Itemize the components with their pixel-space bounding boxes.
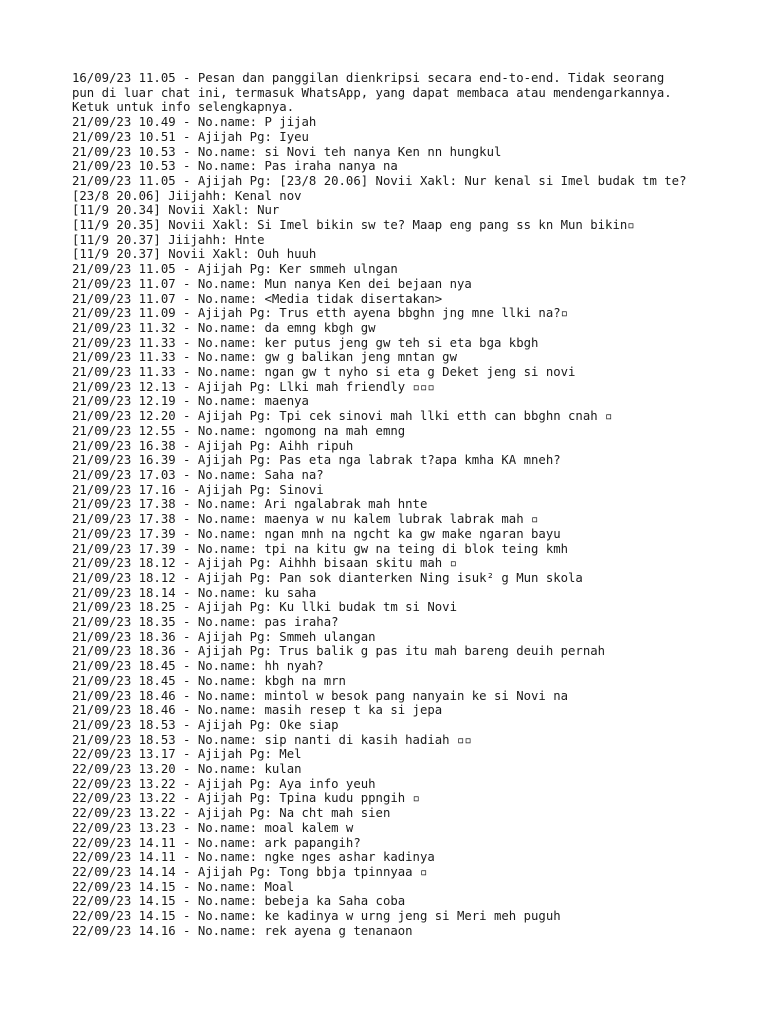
chat-line: 21/09/23 10.51 - Ajijah Pg: Iyeu <box>72 129 309 144</box>
chat-line: 21/09/23 18.45 - No.name: hh nyah? <box>72 659 324 674</box>
chat-line: 21/09/23 18.25 - Ajijah Pg: Ku llki budak tm si Novi <box>72 600 457 615</box>
chat-line: 21/09/23 18.36 - Ajijah Pg: Trus balik g pas itu mah bareng deuih pernah <box>72 644 606 659</box>
chat-line: 22/09/23 13.20 - No.name: kulan <box>72 762 302 777</box>
chat-line: 21/09/23 18.14 - No.name: ku saha <box>72 585 317 600</box>
chat-line: 21/09/23 11.32 - No.name: da emng kbgh gw <box>72 320 376 335</box>
chat-line: 21/09/23 10.53 - No.name: Pas iraha nanya na <box>72 159 398 174</box>
chat-line: 21/09/23 17.38 - No.name: maenya w nu kalem lubrak labrak mah ▫ <box>72 512 539 527</box>
chat-line: 21/09/23 12.55 - No.name: ngomong na mah emng <box>72 423 406 438</box>
chat-line: 21/09/23 11.33 - No.name: ker putus jeng gw teh si eta bga kbgh <box>72 335 539 350</box>
chat-line: 22/09/23 13.22 - Ajijah Pg: Tpina kudu ppngih ▫ <box>72 791 420 806</box>
chat-line: 21/09/23 18.12 - Ajijah Pg: Pan sok dianterken Ning isuk² g Mun skola <box>72 570 583 585</box>
chat-line: 21/09/23 18.53 - Ajijah Pg: Oke siap <box>72 717 339 732</box>
chat-line: 21/09/23 11.33 - No.name: ngan gw t nyho si eta g Deket jeng si novi <box>72 365 576 380</box>
chat-line: 21/09/23 12.19 - No.name: maenya <box>72 394 309 409</box>
chat-line: 22/09/23 13.17 - Ajijah Pg: Mel <box>72 747 302 762</box>
chat-line: 16/09/23 11.05 - Pesan dan panggilan dienkripsi secara end-to-end. Tidak seorang <box>72 71 665 85</box>
chat-line: 21/09/23 18.53 - No.name: sip nanti di kasih hadiah ▫▫ <box>72 732 472 747</box>
chat-line: 21/09/23 11.33 - No.name: gw g balikan jeng mntan gw <box>72 350 457 365</box>
chat-line: 21/09/23 11.07 - No.name: Mun nanya Ken dei bejaan nya <box>72 276 472 291</box>
chat-line: 21/09/23 18.46 - No.name: mintol w besok pang nanyain ke si Novi na <box>72 688 569 703</box>
chat-line: 22/09/23 14.14 - Ajijah Pg: Tong bbja tpinnyaa ▫ <box>72 864 428 879</box>
chat-line: 21/09/23 18.36 - Ajijah Pg: Smmeh ulangan <box>72 629 376 644</box>
chat-line: 21/09/23 11.05 - Ajijah Pg: [23/8 20.06] Novii Xakl: Nur kenal si Imel budak tm te? <box>72 173 687 188</box>
chat-line: 21/09/23 18.12 - Ajijah Pg: Aihhh bisaan skitu mah ▫ <box>72 556 457 571</box>
chat-line: [11/9 20.35] Novii Xakl: Si Imel bikin sw te? Maap eng pang ss kn Mun bikin▫ <box>72 218 635 233</box>
chat-export-document <box>72 71 732 938</box>
chat-line: 22/09/23 14.11 - No.name: ngke nges ashar kadinya <box>72 850 435 865</box>
chat-line: pun di luar chat ini, termasuk WhatsApp, yang dapat membaca atau mendengarkannya. <box>72 85 672 100</box>
chat-line: 21/09/23 18.45 - No.name: kbgh na mrn <box>72 673 346 688</box>
chat-line: 21/09/23 16.38 - Ajijah Pg: Aihh ripuh <box>72 438 354 453</box>
chat-line: 21/09/23 18.46 - No.name: masih resep t ka si jepa <box>72 703 443 718</box>
chat-line: 22/09/23 14.15 - No.name: bebeja ka Saha coba <box>72 894 406 909</box>
chat-line: 21/09/23 17.39 - No.name: tpi na kitu gw na teing di blok teing kmh <box>72 541 569 556</box>
chat-line: 22/09/23 13.22 - Ajijah Pg: Aya info yeuh <box>72 776 376 791</box>
chat-line: 21/09/23 17.16 - Ajijah Pg: Sinovi <box>72 482 324 497</box>
chat-line: 22/09/23 14.15 - No.name: ke kadinya w urng jeng si Meri meh puguh <box>72 909 561 924</box>
chat-line: 21/09/23 11.09 - Ajijah Pg: Trus etth ayena bbghn jng mne llki na?▫ <box>72 306 569 321</box>
chat-line: [11/9 20.34] Novii Xakl: Nur <box>72 203 280 218</box>
chat-line: 21/09/23 10.49 - No.name: P jijah <box>72 115 317 130</box>
chat-line: 21/09/23 17.03 - No.name: Saha na? <box>72 467 324 482</box>
chat-line: 22/09/23 14.15 - No.name: Moal <box>72 879 295 894</box>
chat-line: [11/9 20.37] Jiijahh: Hnte <box>72 232 265 247</box>
chat-line: [11/9 20.37] Novii Xakl: Ouh huuh <box>72 247 317 262</box>
chat-line: 21/09/23 12.13 - Ajijah Pg: Llki mah friendly ▫▫▫ <box>72 379 435 394</box>
chat-line: 21/09/23 11.05 - Ajijah Pg: Ker smmeh ulngan <box>72 262 398 277</box>
chat-line: 21/09/23 10.53 - No.name: si Novi teh nanya Ken nn hungkul <box>72 144 502 159</box>
chat-line: 21/09/23 17.38 - No.name: Ari ngalabrak mah hnte <box>72 497 428 512</box>
chat-line: 21/09/23 16.39 - Ajijah Pg: Pas eta nga labrak t?apa kmha KA mneh? <box>72 453 561 468</box>
chat-line: 21/09/23 18.35 - No.name: pas iraha? <box>72 615 339 630</box>
chat-line: 22/09/23 14.11 - No.name: ark papangih? <box>72 835 361 850</box>
chat-line: 21/09/23 12.20 - Ajijah Pg: Tpi cek sinovi mah llki etth can bbghn cnah ▫ <box>72 409 613 424</box>
chat-line: 22/09/23 13.22 - Ajijah Pg: Na cht mah sien <box>72 806 391 821</box>
chat-line: 22/09/23 13.23 - No.name: moal kalem w <box>72 820 354 835</box>
chat-line: Ketuk untuk info selengkapnya. <box>72 100 295 115</box>
chat-line: 21/09/23 11.07 - No.name: <Media tidak disertakan> <box>72 291 443 306</box>
chat-line: [23/8 20.06] Jiijahh: Kenal nov <box>72 188 302 203</box>
chat-line: 22/09/23 14.16 - No.name: rek ayena g tenanaon <box>72 923 413 938</box>
chat-line: 21/09/23 17.39 - No.name: ngan mnh na ngcht ka gw make ngaran bayu <box>72 526 561 541</box>
